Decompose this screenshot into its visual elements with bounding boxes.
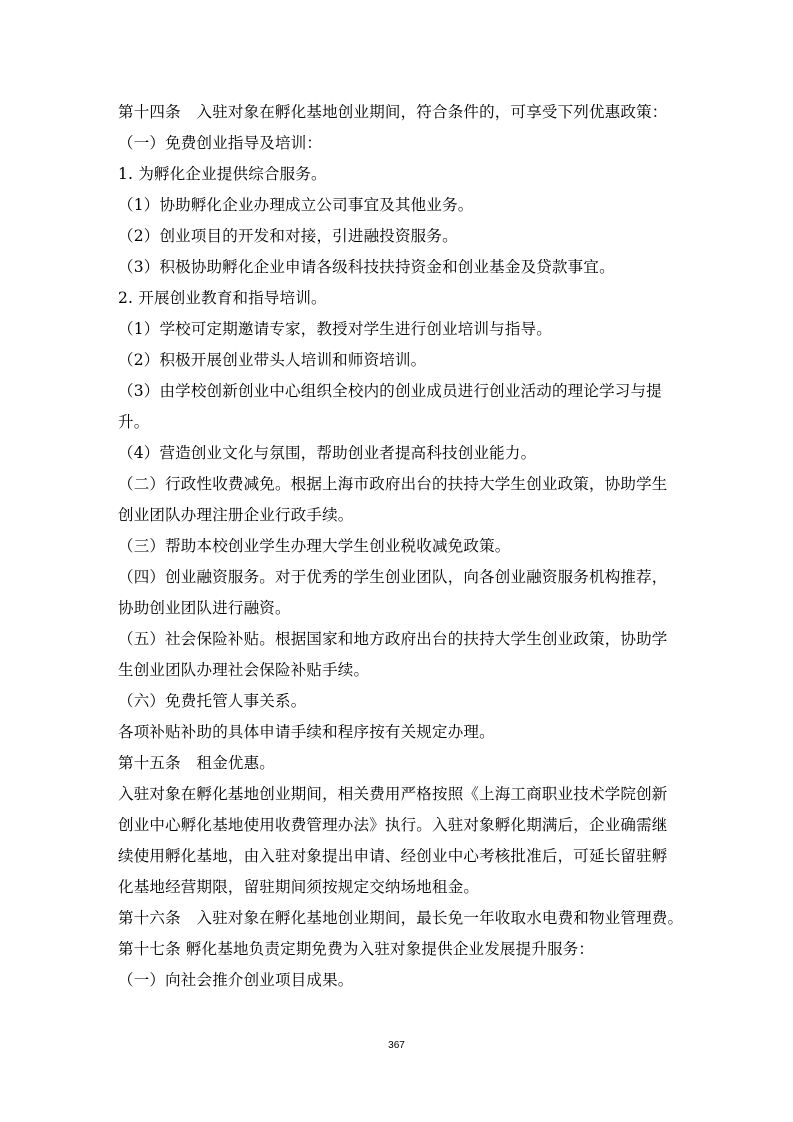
- text-line: （三）帮助本校创业学生办理大学生创业税收减免政策。: [118, 537, 511, 555]
- text-line: （六）免费托管人事关系。: [118, 692, 307, 710]
- text-line: （2）创业项目的开发和对接，引进融投资服务。: [118, 227, 458, 245]
- text-line: （一）向社会推介创业项目成果。: [118, 971, 354, 989]
- text-line: （二）行政性收费减免。根据上海市政府出台的扶持大学生创业政策，协助学生: [118, 475, 668, 493]
- text-line: （1）学校可定期邀请专家，教授对学生进行创业培训与指导。: [118, 320, 552, 338]
- text-line: （3）积极协助孵化企业申请各级科技扶持资金和创业基金及贷款事宜。: [118, 258, 615, 276]
- text-line: 化基地经营期限，留驻期间须按规定交纳场地租金。: [118, 878, 480, 896]
- text-line: （四）创业融资服务。对于优秀的学生创业团队，向各创业融资服务机构推荐，: [118, 568, 668, 586]
- text-line: 第十五条 租金优惠。: [118, 754, 276, 772]
- text-line: 2. 开展创业教育和指导培训。: [118, 289, 327, 307]
- text-line: （2）积极开展创业带头人培训和师资培训。: [118, 351, 427, 369]
- text-line: （1）协助孵化企业办理成立公司事宜及其他业务。: [118, 196, 474, 214]
- page-number: 367: [388, 1040, 405, 1051]
- text-line: （4）营造创业文化与氛围，帮助创业者提高科技创业能力。: [118, 444, 537, 462]
- document-body: [118, 97, 693, 996]
- text-line: （五）社会保险补贴。根据国家和地方政府出台的扶持大学生创业政策，协助学: [118, 630, 668, 648]
- text-line: 各项补贴补助的具体申请手续和程序按有关规定办理。: [118, 723, 495, 741]
- text-line: 第十四条 入驻对象在孵化基地创业期间，符合条件的，可享受下列优惠政策：: [118, 103, 668, 121]
- text-line: 升。: [118, 413, 150, 431]
- text-line: 入驻对象在孵化基地创业期间，相关费用严格按照《上海工商职业技术学院创新: [118, 785, 668, 803]
- text-line: 1. 为孵化企业提供综合服务。: [118, 165, 327, 183]
- text-line: 协助创业团队进行融资。: [118, 599, 291, 617]
- text-line: 创业团队办理注册企业行政手续。: [118, 506, 354, 524]
- text-line: 创业中心孵化基地使用收费管理办法》执行。入驻对象孵化期满后，企业确需继: [118, 816, 668, 834]
- text-line: （3）由学校创新创业中心组织全校内的创业成员进行创业活动的理论学习与提: [118, 382, 662, 400]
- text-line: 续使用孵化基地，由入驻对象提出申请、经创业中心考核批准后，可延长留驻孵: [118, 847, 668, 865]
- text-line: 生创业团队办理社会保险补贴手续。: [118, 661, 370, 679]
- text-line: 第十七条 孵化基地负责定期免费为入驻对象提供企业发展提升服务：: [118, 940, 595, 958]
- text-line: （一）免费创业指导及培训：: [118, 134, 323, 152]
- text-line: 第十六条 入驻对象在孵化基地创业期间，最长免一年收取水电费和物业管理费。: [118, 909, 684, 927]
